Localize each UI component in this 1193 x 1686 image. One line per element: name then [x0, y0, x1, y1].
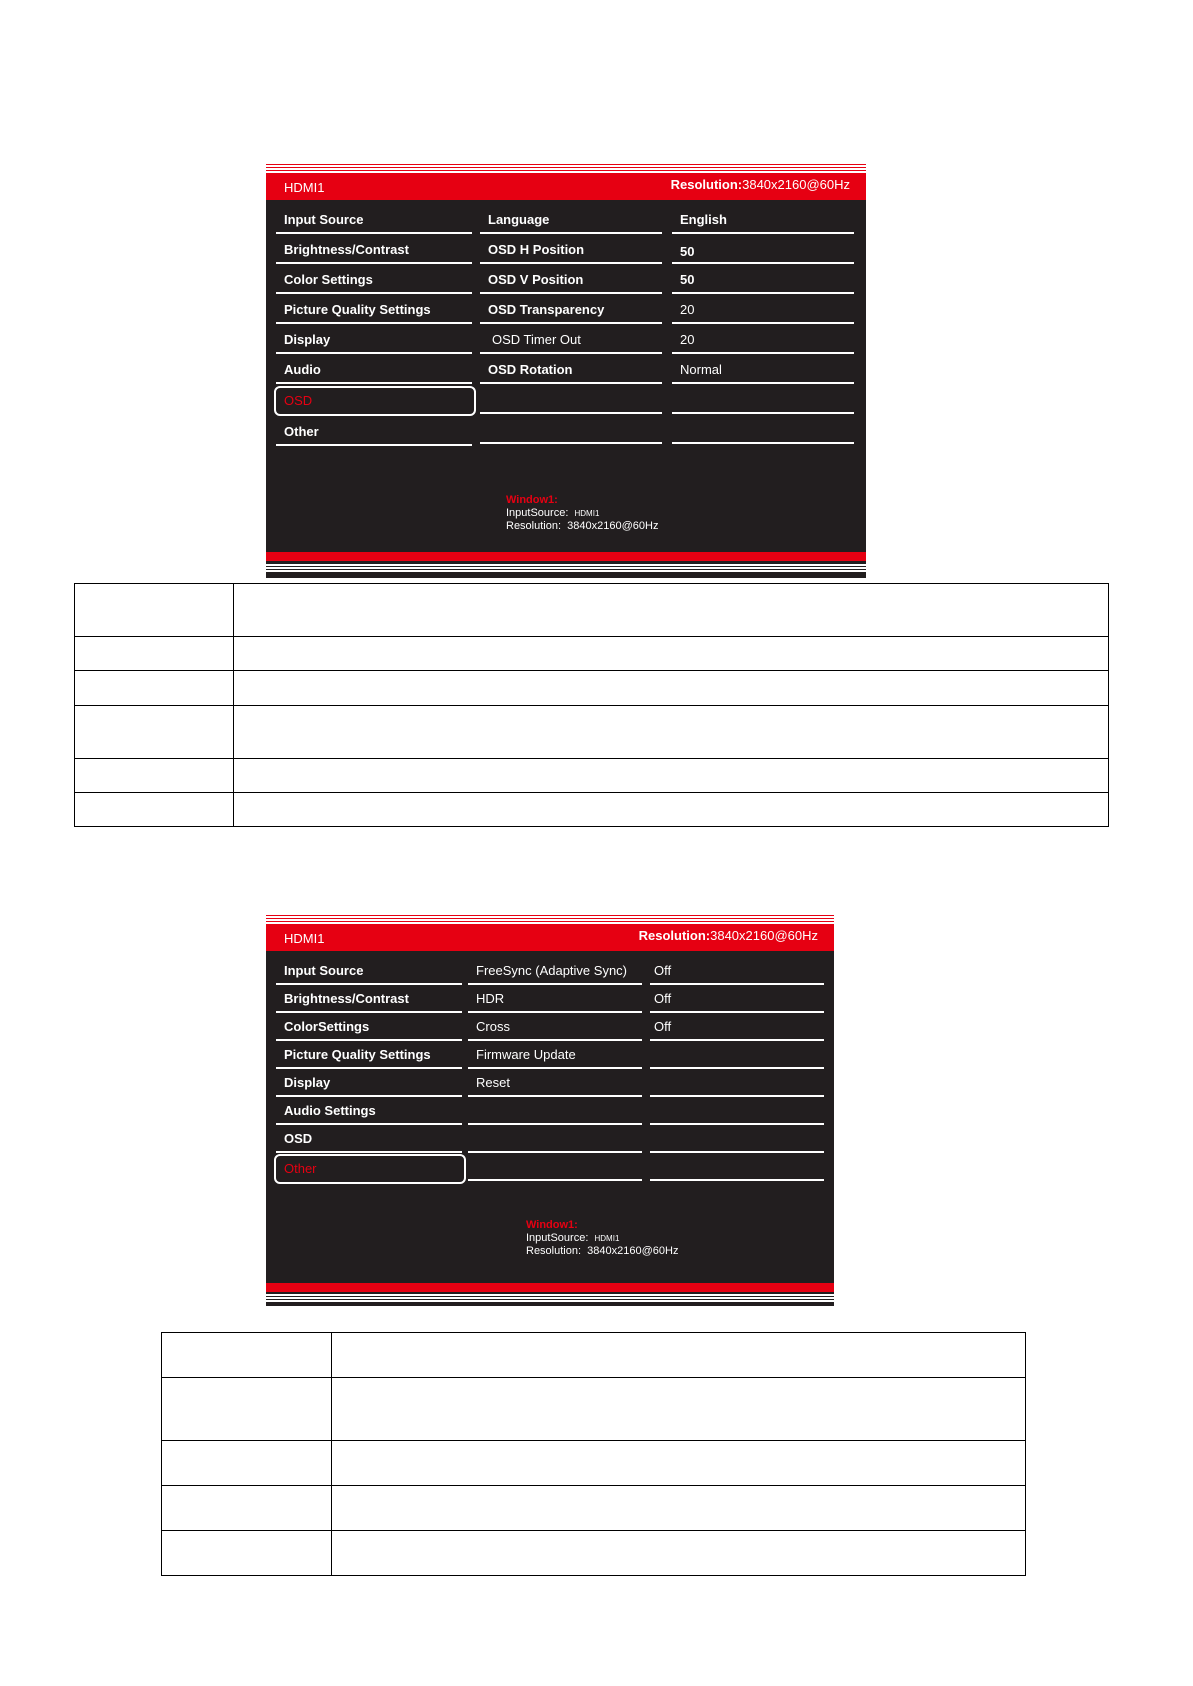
value-cross[interactable]: Off — [650, 1013, 824, 1041]
value-empty-5 — [650, 1153, 824, 1181]
resolution-value: 3840x2160@60Hz — [742, 177, 850, 192]
value-empty-4 — [650, 1125, 824, 1153]
value-osd-timer-out[interactable]: 20 — [672, 326, 854, 354]
input-source-label: HDMI1 — [284, 931, 325, 946]
table-cell — [234, 759, 1109, 793]
resolution-label: Resolution: — [638, 928, 711, 943]
menu-item-color-settings[interactable]: Color Settings — [276, 266, 472, 294]
menu-item-brightness-contrast[interactable]: Brightness/Contrast — [276, 236, 472, 264]
osd-header — [266, 925, 834, 951]
table-cell — [234, 637, 1109, 671]
submenu-osd-v-position[interactable]: OSD V Position — [480, 266, 662, 294]
description-table-1 — [74, 583, 1109, 827]
table-cell — [332, 1378, 1026, 1441]
menu-item-other[interactable]: Other — [276, 418, 472, 446]
table-cell — [234, 706, 1109, 759]
bottom-bar — [266, 1283, 834, 1292]
table-cell — [75, 637, 234, 671]
table-cell — [234, 671, 1109, 706]
menu-item-audio-settings[interactable]: Audio Settings — [276, 1097, 462, 1125]
bottom-stripe — [266, 564, 866, 573]
bottom-bar — [266, 552, 866, 561]
menu-item-osd-selected[interactable]: OSD — [274, 386, 476, 416]
value-freesync[interactable]: Off — [650, 957, 824, 985]
value-empty-2 — [650, 1069, 824, 1097]
table-cell — [332, 1531, 1026, 1576]
submenu-osd-rotation[interactable]: OSD Rotation — [480, 356, 662, 384]
submenu-empty-1 — [468, 1097, 642, 1125]
submenu-freesync[interactable]: FreeSync (Adaptive Sync) — [468, 957, 642, 985]
submenu-osd-h-position[interactable]: OSD H Position — [480, 236, 662, 264]
window-resolution: Resolution: 3840x2160@60Hz — [506, 520, 659, 532]
table-cell — [162, 1378, 332, 1441]
value-empty-1 — [672, 386, 854, 414]
table-cell — [332, 1441, 1026, 1486]
submenu-language[interactable]: Language — [480, 206, 662, 234]
window-label: Window1: — [506, 494, 558, 506]
table-cell — [162, 1333, 332, 1378]
table-cell — [234, 793, 1109, 827]
menu-item-display[interactable]: Display — [276, 1069, 462, 1097]
osd-menu-2 — [266, 913, 834, 1306]
table-cell — [75, 759, 234, 793]
value-osd-h-position[interactable]: 50 — [672, 236, 854, 264]
window-resolution: Resolution: 3840x2160@60Hz — [526, 1245, 679, 1257]
description-table-2 — [161, 1332, 1026, 1576]
menu-item-input-source[interactable]: Input Source — [276, 206, 472, 234]
submenu-osd-timer-out[interactable]: OSD Timer Out — [480, 326, 662, 354]
osd-menu-1 — [266, 162, 866, 578]
top-stripe — [266, 162, 866, 174]
submenu-empty-2 — [468, 1125, 642, 1153]
menu-item-input-source[interactable]: Input Source — [276, 957, 462, 985]
menu-item-display[interactable]: Display — [276, 326, 472, 354]
osd-header — [266, 174, 866, 200]
resolution-readout — [671, 177, 850, 192]
table-cell — [75, 584, 234, 637]
submenu-reset[interactable]: Reset — [468, 1069, 642, 1097]
window-label: Window1: — [526, 1219, 578, 1231]
value-language[interactable]: English — [672, 206, 854, 234]
menu-item-picture-quality[interactable]: Picture Quality Settings — [276, 296, 472, 324]
submenu-hdr[interactable]: HDR — [468, 985, 642, 1013]
submenu-cross[interactable]: Cross — [468, 1013, 642, 1041]
bottom-stripe — [266, 1294, 834, 1303]
menu-item-picture-quality[interactable]: Picture Quality Settings — [276, 1041, 462, 1069]
top-stripe — [266, 913, 834, 925]
window-input-source: InputSource: HDMI1 — [506, 507, 600, 519]
table-cell — [75, 793, 234, 827]
table-cell — [332, 1486, 1026, 1531]
menu-item-brightness-contrast[interactable]: Brightness/Contrast — [276, 985, 462, 1013]
resolution-readout — [639, 928, 818, 943]
submenu-osd-transparency[interactable]: OSD Transparency — [480, 296, 662, 324]
value-empty-2 — [672, 416, 854, 444]
window-info — [506, 494, 658, 533]
menu-item-osd[interactable]: OSD — [276, 1125, 462, 1153]
window-input-source: InputSource: HDMI1 — [526, 1232, 620, 1244]
submenu-empty-1 — [480, 386, 662, 414]
resolution-value: 3840x2160@60Hz — [710, 928, 818, 943]
value-osd-rotation[interactable]: Normal — [672, 356, 854, 384]
table-cell — [162, 1441, 332, 1486]
resolution-label: Resolution: — [670, 177, 743, 192]
submenu-firmware-update[interactable]: Firmware Update — [468, 1041, 642, 1069]
value-empty-3 — [650, 1097, 824, 1125]
table-cell — [75, 671, 234, 706]
table-cell — [162, 1486, 332, 1531]
value-hdr[interactable]: Off — [650, 985, 824, 1013]
value-osd-transparency[interactable]: 20 — [672, 296, 854, 324]
table-cell — [162, 1531, 332, 1576]
table-cell — [75, 706, 234, 759]
submenu-empty-2 — [480, 416, 662, 444]
menu-item-other-selected[interactable]: Other — [274, 1154, 466, 1184]
value-osd-v-position[interactable]: 50 — [672, 266, 854, 294]
table-cell — [332, 1333, 1026, 1378]
input-source-label: HDMI1 — [284, 180, 325, 195]
window-info — [526, 1219, 678, 1258]
table-cell — [234, 584, 1109, 637]
value-empty-1 — [650, 1041, 824, 1069]
menu-item-color-settings[interactable]: ColorSettings — [276, 1013, 462, 1041]
menu-item-audio[interactable]: Audio — [276, 356, 472, 384]
submenu-empty-3 — [468, 1153, 642, 1181]
